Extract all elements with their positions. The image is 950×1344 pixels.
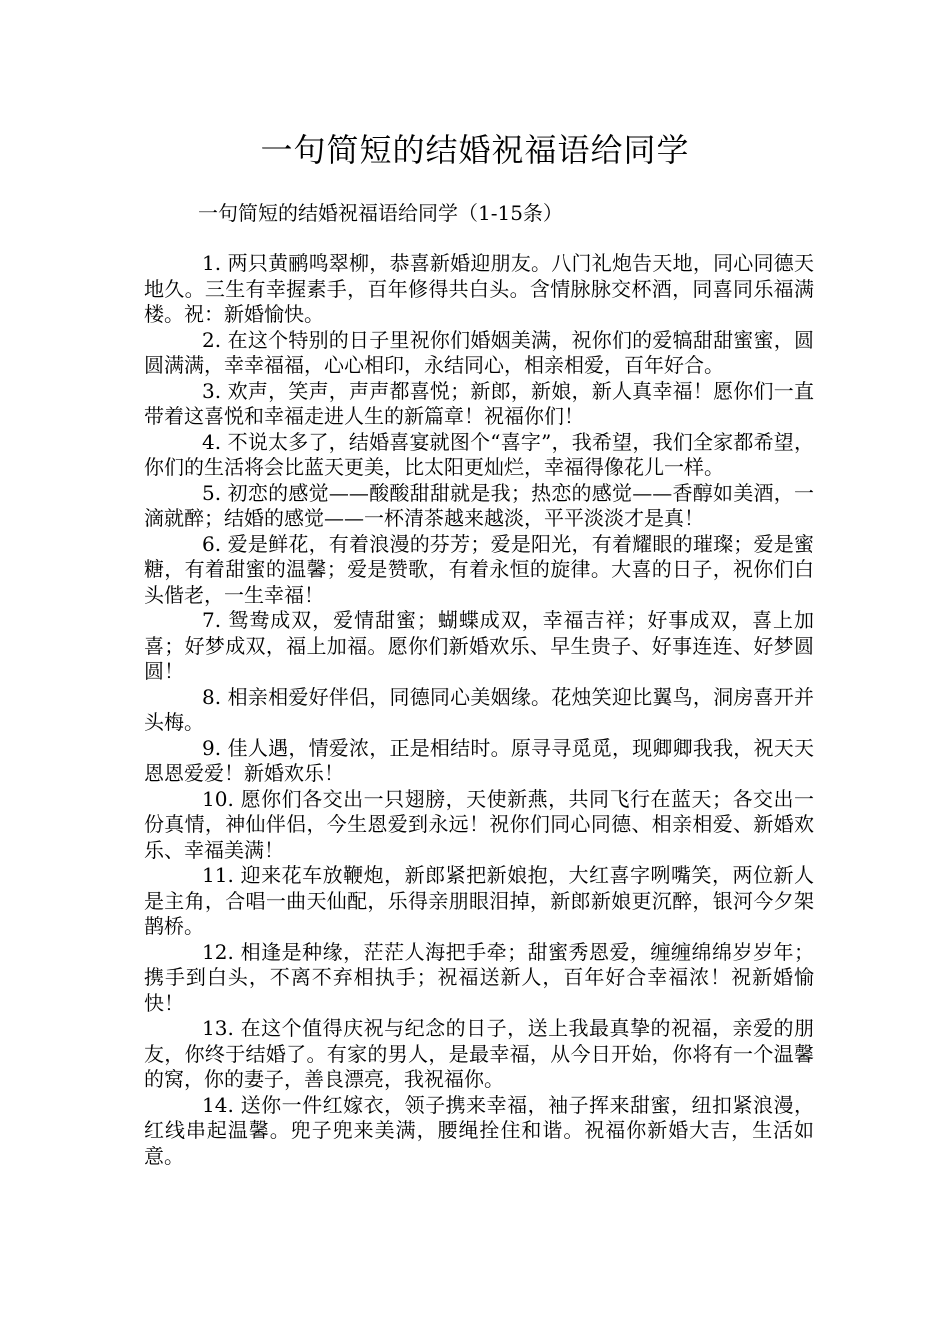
list-item: 4. 不说太多了，结婚喜宴就图个“喜字”，我希望，我们全家都希望，你们的生活将会比蓝天更美，比太阳更灿烂，幸福得像花儿一样。: [144, 429, 814, 479]
list-item: 5. 初恋的感觉——酸酸甜甜就是我；热恋的感觉——香醇如美酒，一滴就醉；结婚的感觉——一杯清茶越来越淡，平平淡淡才是真！: [144, 480, 814, 530]
document-title: 一句简短的结婚祝福语给同学: [260, 131, 690, 169]
list-item: 8. 相亲相爱好伴侣，同德同心美姻缘。花烛笑迎比翼鸟，洞房喜开并头梅。: [144, 684, 814, 734]
list-item: 9. 佳人遇，情爱浓，正是相结时。原寻寻觅觅，现卿卿我我，祝天天恩恩爱爱！新婚欢乐！: [144, 735, 814, 785]
list-item: 13. 在这个值得庆祝与纪念的日子，送上我最真挚的祝福，亲爱的朋友，你终于结婚了。有家的男人，是最幸福，从今日开始，你将有一个温馨的窝，你的妻子，善良漂亮，我祝福你。: [144, 1016, 814, 1091]
list-item: 2. 在这个特别的日子里祝你们婚姻美满，祝你们的爱犒甜甜蜜蜜，圆圆满满，幸幸福福，心心相印，永结同心，相亲相爱，百年好合。: [144, 327, 814, 377]
list-item: 10. 愿你们各交出一只翅膀，天使新燕，共同飞行在蓝天；各交出一份真情，神仙伴侣，今生恩爱到永远！祝你们同心同德、相亲相爱、新婚欢乐、幸福美满！: [144, 786, 814, 862]
list-item: 11. 迎来花车放鞭炮，新郎紧把新娘抱，大红喜字咧嘴笑，两位新人是主角，合唱一曲天仙配，乐得亲朋眼泪掉，新郎新娘更沉醉，银河今夕架鹊桥。: [144, 863, 814, 938]
list-item: 3. 欢声，笑声，声声都喜悦；新郎，新娘，新人真幸福！愿你们一直带着这喜悦和幸福走进人生的新篇章！祝福你们！: [144, 378, 814, 428]
list-item: 12. 相逢是种缘，茫茫人海把手牵；甜蜜秀恩爱，缠缠绵绵岁岁年；携手到白头，不离不弃相执手；祝福送新人，百年好合幸福浓！祝新婚愉快！: [144, 939, 814, 1015]
document-subtitle: 一句简短的结婚祝福语给同学（1-15条）: [198, 201, 563, 225]
list-item: 14. 送你一件红嫁衣，领子携来幸福，袖子挥来甜蜜，纽扣紧浪漫，红线串起温馨。兜子兜来美满，腰绳拴住和谐。祝福你新婚大吉，生活如意。: [144, 1092, 814, 1168]
list-item: 7. 鸳鸯成双，爱情甜蜜；蝴蝶成双，幸福吉祥；好事成双，喜上加喜；好梦成双，福上加福。愿你们新婚欢乐、早生贵子、好事连连、好梦圆圆！: [144, 608, 814, 683]
document-body: [144, 251, 814, 1169]
list-item: 1. 两只黄鹂鸣翠柳，恭喜新婚迎朋友。八门礼炮告天地，同心同德天地久。三生有幸握素手，百年修得共白头。含情脉脉交杯酒，同喜同乐福满楼。祝：新婚愉快。: [144, 251, 814, 326]
list-item: 6. 爱是鲜花，有着浪漫的芬芳；爱是阳光，有着耀眼的璀璨；爱是蜜糖，有着甜蜜的温馨；爱是赞歌，有着永恒的旋律。大喜的日子，祝你们白头偕老，一生幸福！: [144, 531, 814, 607]
